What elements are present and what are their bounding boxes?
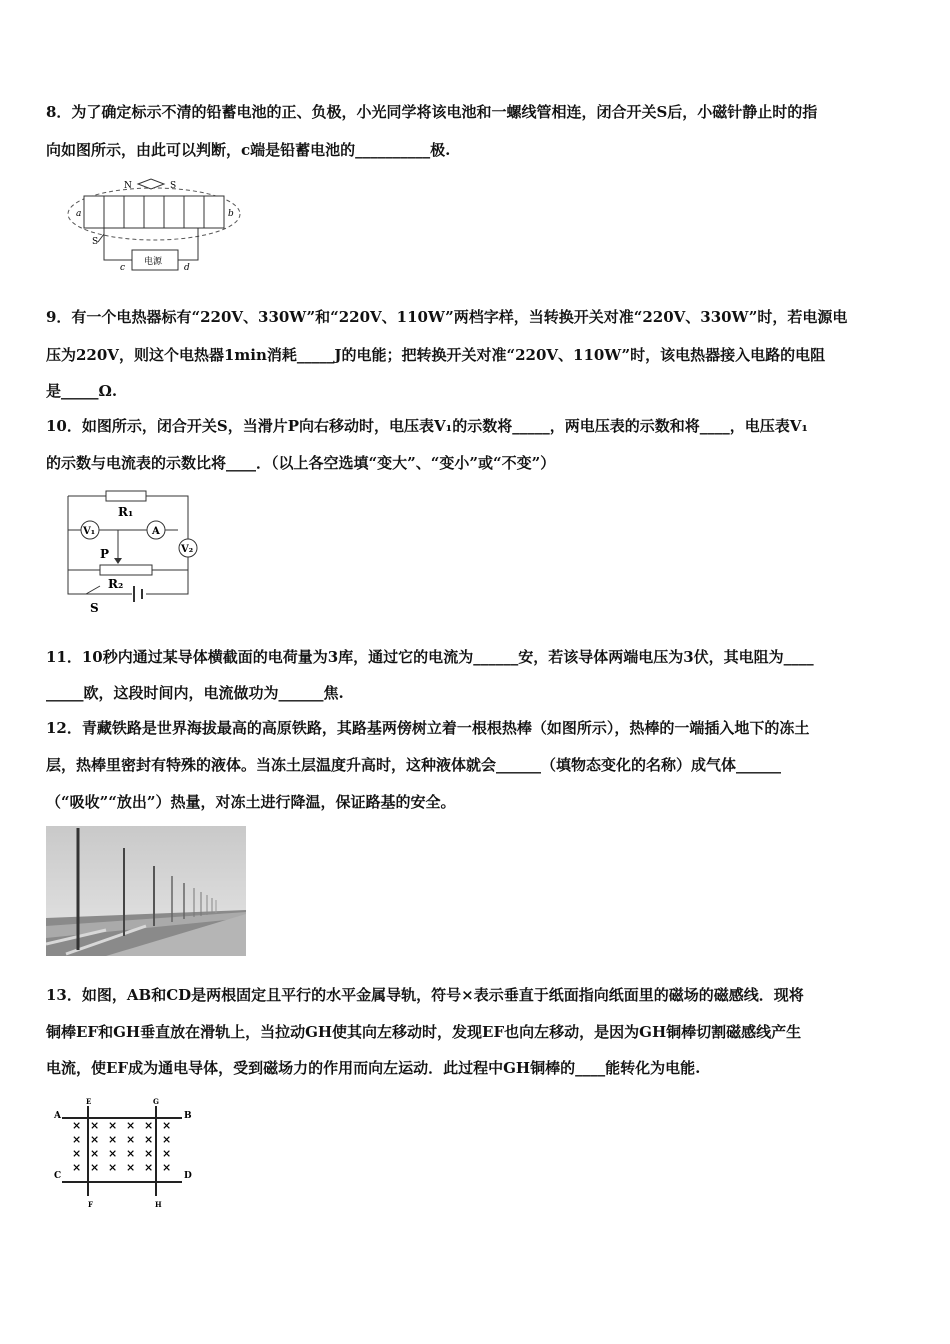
rails-magnetic-field-figure — [52, 1094, 202, 1210]
field-cross: × — [90, 1161, 100, 1174]
battery — [134, 586, 142, 602]
field-cross: × — [90, 1119, 100, 1132]
q11-line-1: 11．10秒内通过某导体横截面的电荷量为3库，通过它的电流为______安，若该导体两端电压为3伏，其电阻为____ — [46, 648, 814, 666]
field-cross: × — [108, 1147, 118, 1160]
solenoid-circuit-figure — [66, 176, 246, 278]
label-d: D — [184, 1171, 192, 1181]
heat-rods-photo — [46, 826, 246, 956]
resistor-r2 — [100, 565, 152, 575]
q12-line-2: 层，热棒里密封有特殊的液体。当冻土层温度升高时，这种液体就会______（填物态变化的名称）成气体______ — [46, 756, 782, 774]
q12-line-3: （“吸收”“放出”）热量，对冻土进行降温，保证路基的安全。 — [46, 793, 456, 811]
label-g: G — [153, 1097, 159, 1106]
field-cross: × — [126, 1119, 136, 1132]
q8-line-2: 向如图所示，由此可以判断，c端是铅蓄电池的__________极. — [46, 141, 451, 159]
end-b-label: b — [228, 209, 234, 219]
field-cross: × — [162, 1133, 172, 1146]
field-cross: × — [90, 1147, 100, 1160]
q11-line-2: _____欧，这段时间内，电流做功为______焦. — [46, 684, 344, 702]
compass-needle — [138, 179, 164, 189]
field-cross: × — [72, 1119, 82, 1132]
switch-s — [86, 586, 100, 594]
ammeter-label: A — [152, 526, 160, 537]
field-cross: × — [90, 1133, 100, 1146]
solenoid-core — [84, 196, 224, 228]
field-cross: × — [72, 1147, 82, 1160]
q10-line-2: 的示数与电流表的示数比将____．（以上各空选填“变大”、“变小”或“不变”） — [46, 454, 556, 472]
field-cross: × — [162, 1161, 172, 1174]
q9-line-1: 9．有一个电热器标有“220V、330W”和“220V、110W”两档字样，当转换开关对准“220V、330W”时，若电源电 — [46, 308, 848, 326]
end-c-label: c — [120, 263, 126, 273]
q10-line-1: 10．如图所示，闭合开关S，当滑片P向右移动时，电压表V₁的示数将_____，两电压表的示数和将____，电压表V₁ — [46, 417, 808, 435]
r2-label: R₂ — [108, 577, 124, 591]
slider-circuit-figure — [62, 488, 208, 618]
field-cross: × — [108, 1133, 118, 1146]
label-b: B — [184, 1111, 192, 1121]
end-d-label: d — [184, 263, 190, 273]
label-c: C — [54, 1171, 62, 1181]
field-cross: × — [72, 1133, 82, 1146]
field-cross: × — [162, 1147, 172, 1160]
label-a: A — [54, 1111, 61, 1121]
field-cross: × — [126, 1147, 136, 1160]
field-cross: × — [108, 1161, 118, 1174]
q12-line-1: 12．青藏铁路是世界海拔最高的高原铁路，其路基两傍树立着一根根热棒（如图所示），热棒的一端插入地下的冻土 — [46, 719, 810, 737]
field-cross: × — [126, 1161, 136, 1174]
q13-line-2: 铜棒EF和GH垂直放在滑轨上，当拉动GH使其向左移动时，发现EF也向左移动，是因为GH铜棒切割磁感线产生 — [46, 1023, 802, 1041]
switch-lever — [98, 234, 104, 242]
field-cross: × — [72, 1161, 82, 1174]
power-source-label: 电源 — [144, 257, 163, 267]
field-cross: × — [162, 1119, 172, 1132]
slider-p — [114, 558, 122, 564]
field-cross: × — [144, 1147, 154, 1160]
end-a-label: a — [76, 209, 82, 219]
needle-n-label: N — [124, 181, 132, 191]
p-label: P — [100, 547, 110, 561]
v2-label: V₂ — [181, 544, 194, 555]
label-h: H — [155, 1200, 162, 1209]
q9-line-2: 压为220V，则这个电热器1min消耗_____J的电能；把转换开关对准“220V、110W”时，该电热器接入电路的电阻 — [46, 346, 826, 364]
switch-label: S — [92, 237, 99, 247]
label-e: E — [86, 1097, 92, 1106]
resistor-r1 — [106, 491, 146, 501]
label-f: F — [88, 1200, 93, 1209]
q13-line-1: 13．如图，AB和CD是两根固定且平行的水平金属导轨，符号×表示垂直于纸面指向纸面里的磁场的磁感线．现将 — [46, 986, 804, 1004]
field-cross: × — [144, 1133, 154, 1146]
q13-line-3: 电流，使EF成为通电导体，受到磁场力的作用而向左运动．此过程中GH铜棒的____能转化为电能. — [46, 1059, 701, 1077]
q8-line-1: 8．为了确定标示不清的铅蓄电池的正、负极，小光同学将该电池和一螺线管相连，闭合开关S后，小磁针静止时的指 — [46, 103, 818, 121]
needle-s-label: S — [170, 181, 177, 191]
s-label: S — [90, 601, 99, 615]
r1-label: R₁ — [118, 505, 134, 519]
v1-label: V₁ — [83, 526, 96, 537]
field-cross: × — [144, 1119, 154, 1132]
q9-line-3: 是_____Ω. — [46, 382, 118, 400]
field-cross: × — [108, 1119, 118, 1132]
field-cross: × — [144, 1161, 154, 1174]
field-cross: × — [126, 1133, 136, 1146]
